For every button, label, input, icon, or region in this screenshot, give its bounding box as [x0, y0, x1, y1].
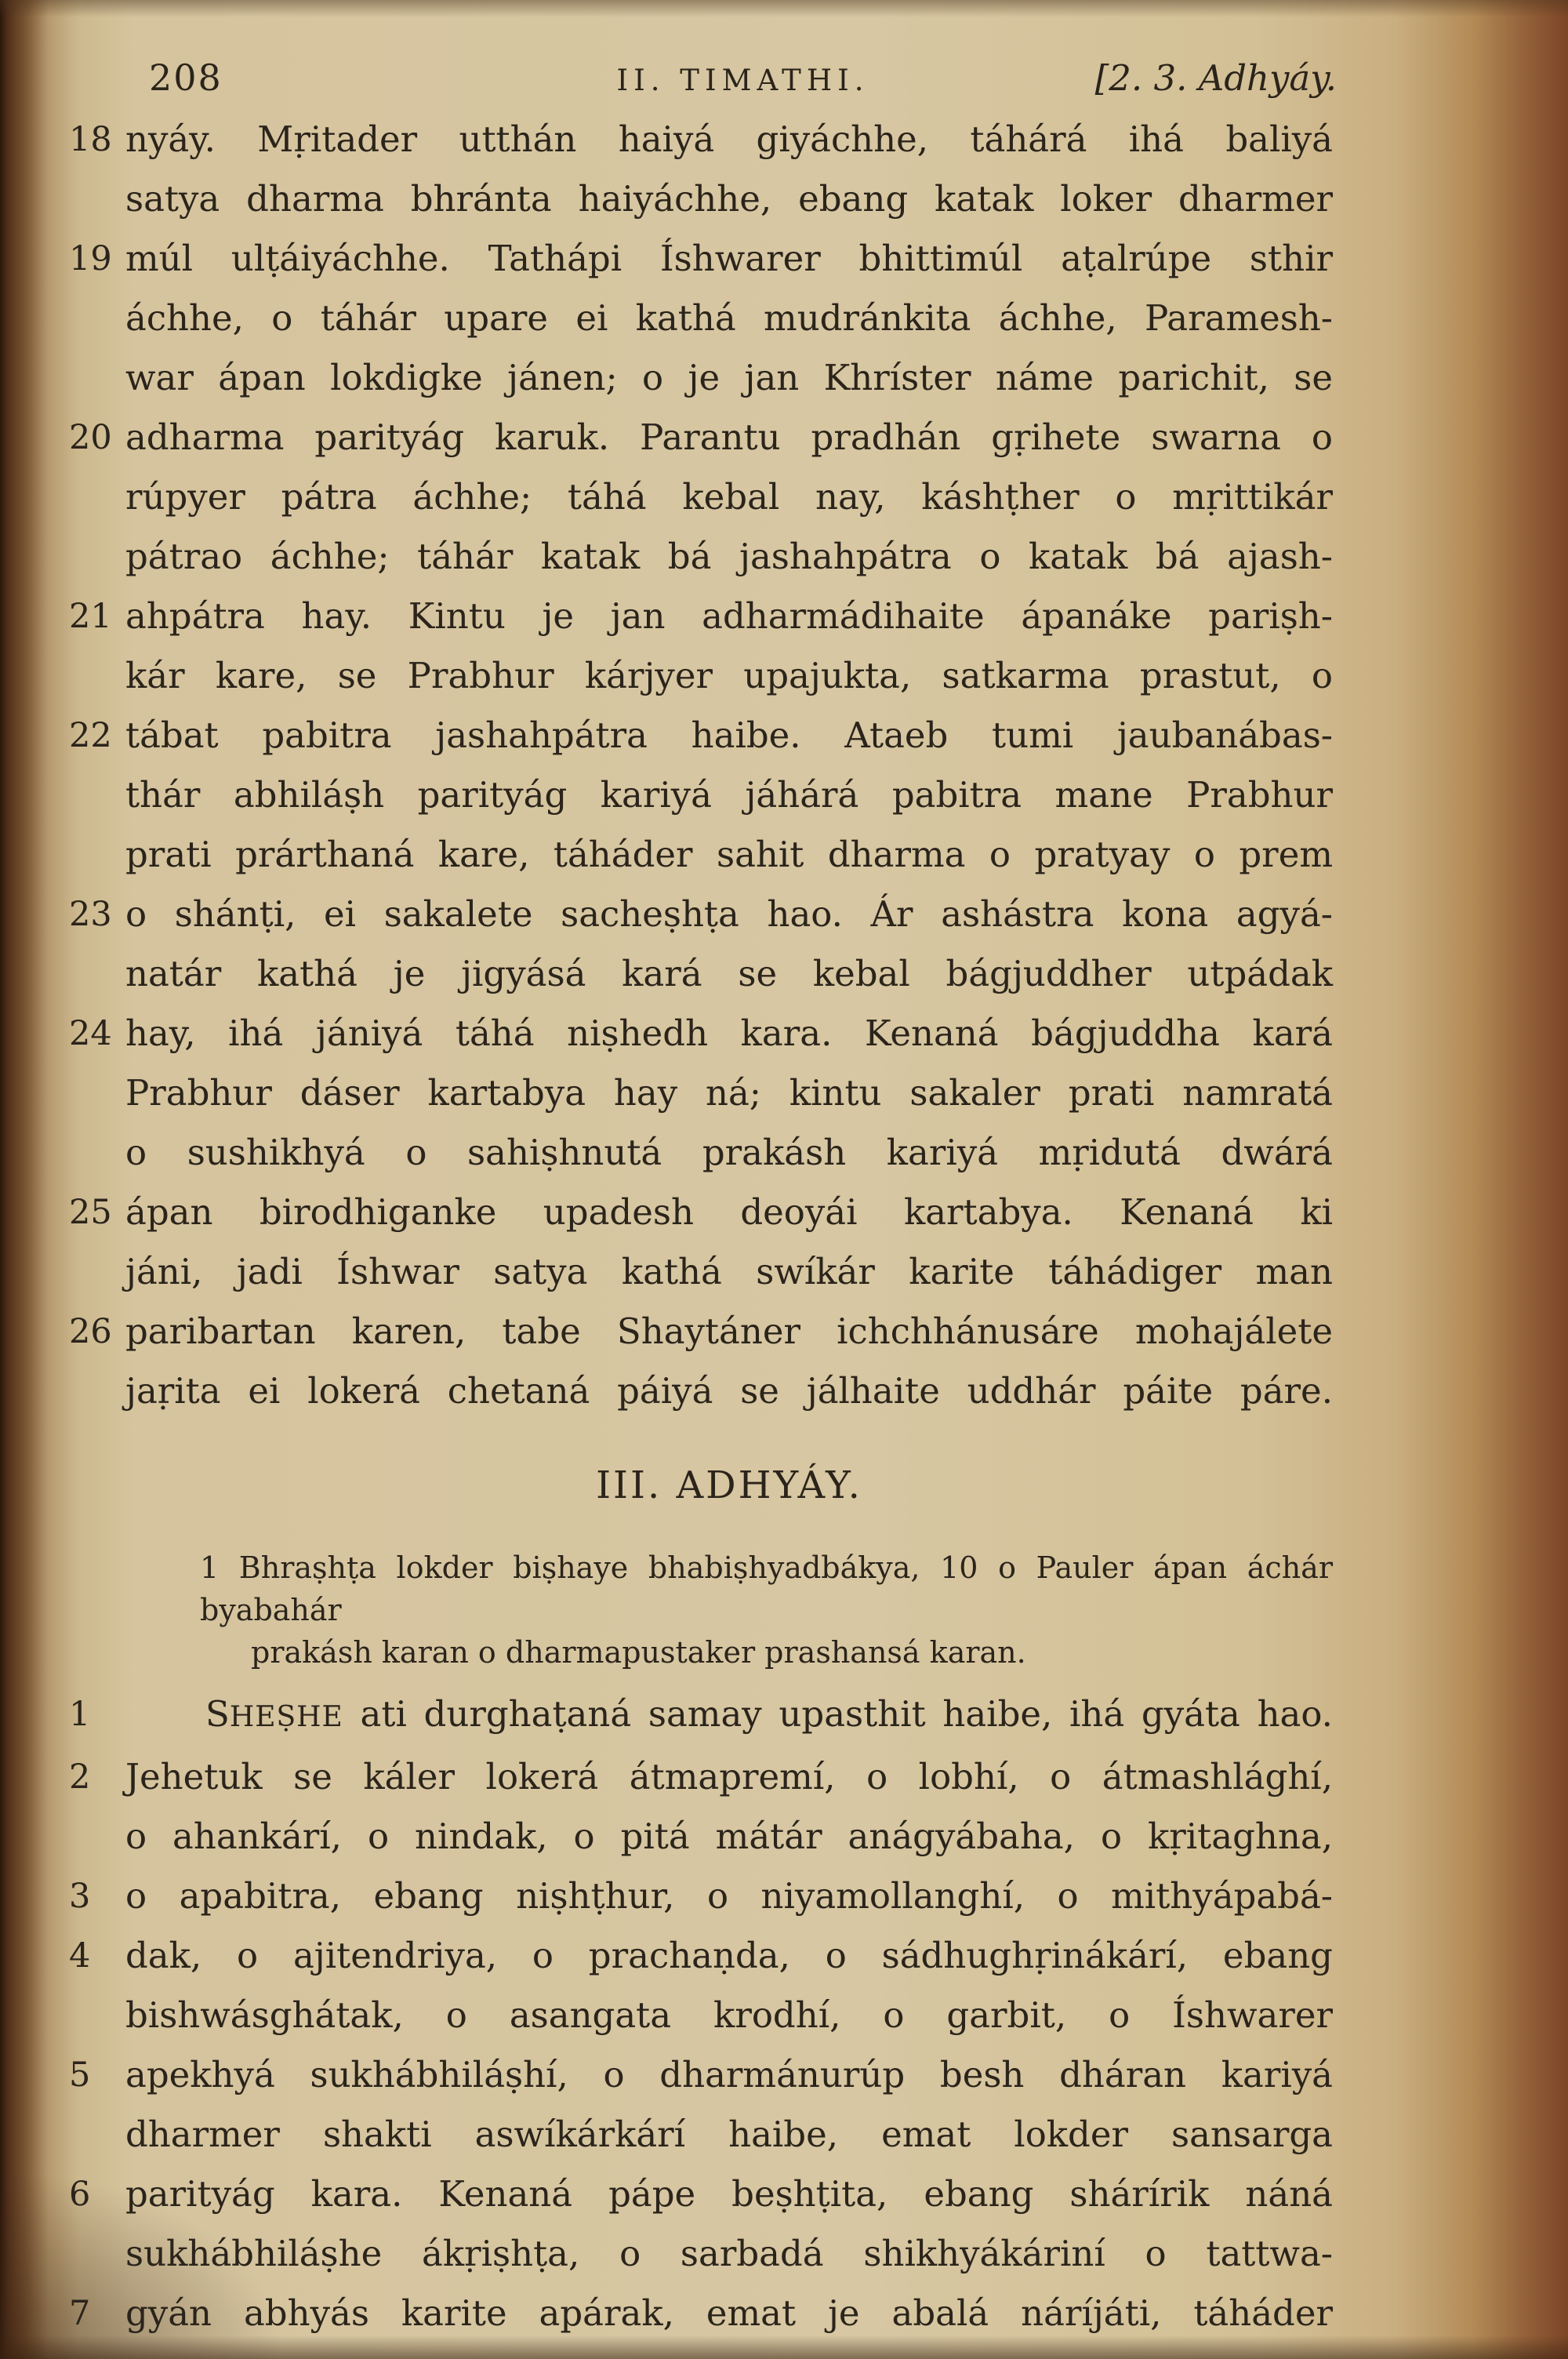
verse-text: ahpátra hay. Kintu je jan adharmádihaite ápanáke pariṣh-: [125, 595, 1333, 637]
verse-text: o apabitra, ebang niṣhṭhur, o niyamollanghí, o mithyápabá-: [125, 1875, 1333, 1917]
verse-text: dharmer shakti aswíkárkárí haibe, emat lokder sansarga: [125, 2114, 1333, 2155]
verse-text: o ahankárí, o nindak, o pitá mátár anágyábaha, o kṛitaghna,: [125, 1816, 1333, 1857]
verse-text: rúpyer pátra áchhe; táhá kebal nay, káshṭher o mṛittikár: [125, 476, 1333, 518]
lead-word-initial: S: [205, 1693, 230, 1735]
text-line: [0, 1242, 1333, 1302]
text-line: [0, 2045, 1333, 2105]
verse-number: 20: [69, 418, 112, 457]
verse-text: prati prárthaná kare, táháder sahit dharma o pratyay o prem: [125, 834, 1333, 875]
verse-text: 1 Bhraṣhṭa lokder biṣhaye bhabiṣhyadbákya, 10 o Pauler ápan áchár byabahár: [200, 1550, 1333, 1627]
text-line: [0, 1685, 1333, 1747]
verse-text: bishwásghátak, o asangata krodhí, o garbit, o Íshwarer: [125, 1994, 1333, 2036]
verse-text: Jehetuk se káler lokerá átmapremí, o lobhí, o átmashlághí,: [125, 1756, 1333, 1797]
verse-number: 2: [69, 1757, 91, 1797]
running-title: II. TIMATHI.: [616, 64, 869, 97]
verse-text: prakásh karan o dharmapustaker prashansá karan.: [251, 1635, 1026, 1670]
verse-number: 22: [69, 716, 112, 755]
verse-text: war ápan lokdigke jánen; o je jan Khríster náme parichit, se: [125, 357, 1333, 398]
text-line: [0, 289, 1333, 348]
text-line: [0, 1063, 1333, 1123]
verse-number: 21: [69, 597, 112, 636]
text-line: [0, 646, 1333, 706]
text-line: [0, 348, 1333, 408]
verse-text: gyán abhyás karite apárak, emat je abalá náríjáti, táháder: [125, 2292, 1333, 2334]
text-line: [0, 2224, 1333, 2284]
text-line: [0, 229, 1333, 289]
text-line: [0, 765, 1333, 825]
verse-text: ápan birodhiganke upadesh deoyái kartabya. Kenaná ki: [125, 1191, 1333, 1233]
text-line: [0, 2284, 1333, 2343]
text-line: [0, 1866, 1333, 1926]
text-line: [0, 2165, 1333, 2224]
text-line: [0, 1926, 1333, 1986]
text-line: [0, 1004, 1333, 1063]
page-number: 208: [149, 56, 223, 99]
verse-text: múl ulṭáiyáchhe. Tathápi Íshwarer bhittimúl aṭalrúpe sthir: [125, 238, 1333, 279]
text-line: [0, 1302, 1333, 1361]
verse-number: 26: [69, 1312, 112, 1351]
text-line: [200, 1631, 1333, 1674]
verse-text: natár kathá je jigyásá kará se kebal bágjuddher utpádak: [125, 953, 1333, 994]
page-header: [149, 56, 1337, 99]
text-line: [0, 1747, 1333, 1807]
verse-text: apekhyá sukhábhiláṣhí, o dharmánurúp besh dháran kariyá: [125, 2054, 1333, 2095]
verse-number: 6: [69, 2175, 91, 2214]
text-line: [0, 408, 1333, 467]
text-line: [0, 110, 1333, 169]
verse-text: dak, o ajitendriya, o prachaṇda, o sádhughṛinákárí, ebang: [125, 1935, 1333, 1976]
verse-text: parityág kara. Kenaná pápe beṣhṭita, ebang shárírik náná: [125, 2173, 1333, 2215]
verse-text: tábat pabitra jashahpátra haibe. Ataeb tumi jaubanábas-: [125, 714, 1333, 756]
text-line: [0, 825, 1333, 885]
verse-number: 3: [69, 1877, 91, 1916]
verse-text: thár abhiláṣh parityág kariyá jáhárá pabitra mane Prabhur: [125, 774, 1333, 816]
chapter-reference: [2. 3. Adhyáy.: [1094, 57, 1337, 99]
verse-text: áchhe, o táhár upare ei kathá mudránkita áchhe, Paramesh-: [125, 297, 1333, 339]
verse-number: 18: [69, 120, 112, 159]
text-line: [0, 467, 1333, 527]
chapter-2-text-block: [0, 110, 1333, 1421]
chapter-3-heading: III. ADHYÁY.: [596, 1463, 862, 1507]
verse-number: 23: [69, 895, 112, 934]
verse-text: kár kare, se Prabhur kárjyer upajukta, satkarma prastut, o: [125, 655, 1333, 696]
text-line: [0, 527, 1333, 587]
verse-text: Prabhur dáser kartabya hay ná; kintu sakaler prati namratá: [125, 1072, 1333, 1114]
verse-number: 4: [69, 1936, 91, 1976]
verse-number: 1: [69, 1695, 91, 1734]
verse-text: jaṛita ei lokerá chetaná páiyá se jálhaite uddhár páite páre.: [125, 1370, 1333, 1412]
lead-word-smallcaps: HEṢHE: [229, 1701, 343, 1733]
text-line: [0, 587, 1333, 646]
verse-text: o shánṭi, ei sakalete sacheṣhṭa hao. Ár ashástra kona agyá-: [125, 893, 1333, 935]
verse-number: 25: [69, 1193, 112, 1232]
text-line: [0, 1986, 1333, 2045]
verse-text: satya dharma bhránta haiyáchhe, ebang katak loker dharmer: [125, 178, 1333, 220]
verse-text: paribartan karen, tabe Shaytáner ichchhánusáre mohajálete: [125, 1310, 1333, 1352]
chapter-3-text-block: [0, 1685, 1333, 2343]
text-line: [0, 2105, 1333, 2165]
verse-text: SHEṢHE ati durghaṭaná samay upasthit haibe, ihá gyáta hao.: [205, 1693, 1333, 1735]
verse-text: jáni, jadi Íshwar satya kathá swíkár karite táhádiger man: [125, 1251, 1333, 1292]
text-line: [0, 169, 1333, 229]
verse-number: 5: [69, 2055, 91, 2095]
text-line: [0, 706, 1333, 765]
verse-number: 7: [69, 2294, 91, 2333]
verse-text: pátrao áchhe; táhár katak bá jashahpátra o katak bá ajash-: [125, 536, 1333, 577]
chapter-3-summary: [200, 1547, 1333, 1674]
text-line: [0, 1807, 1333, 1866]
verse-text: o sushikhyá o sahiṣhnutá prakásh kariyá mṛidutá dwárá: [125, 1132, 1333, 1173]
verse-text: nyáy. Mṛitader utthán haiyá giyáchhe, táhárá ihá baliyá: [125, 118, 1333, 160]
text-line: [0, 944, 1333, 1004]
text-line: [0, 1183, 1333, 1242]
text-line: [200, 1547, 1333, 1631]
verse-text: sukhábhiláṣhe ákṛiṣhṭa, o sarbadá shikhyákáriní o tattwa-: [125, 2233, 1333, 2274]
verse-text: hay, ihá jániyá táhá niṣhedh kara. Kenaná bágjuddha kará: [125, 1012, 1333, 1054]
verse-number: 19: [69, 239, 112, 278]
verse-number: 24: [69, 1014, 112, 1053]
text-line: [0, 1361, 1333, 1421]
text-line: [0, 885, 1333, 944]
verse-text: adharma parityág karuk. Parantu pradhán gṛihete swarna o: [125, 416, 1333, 458]
text-line: [0, 1123, 1333, 1183]
